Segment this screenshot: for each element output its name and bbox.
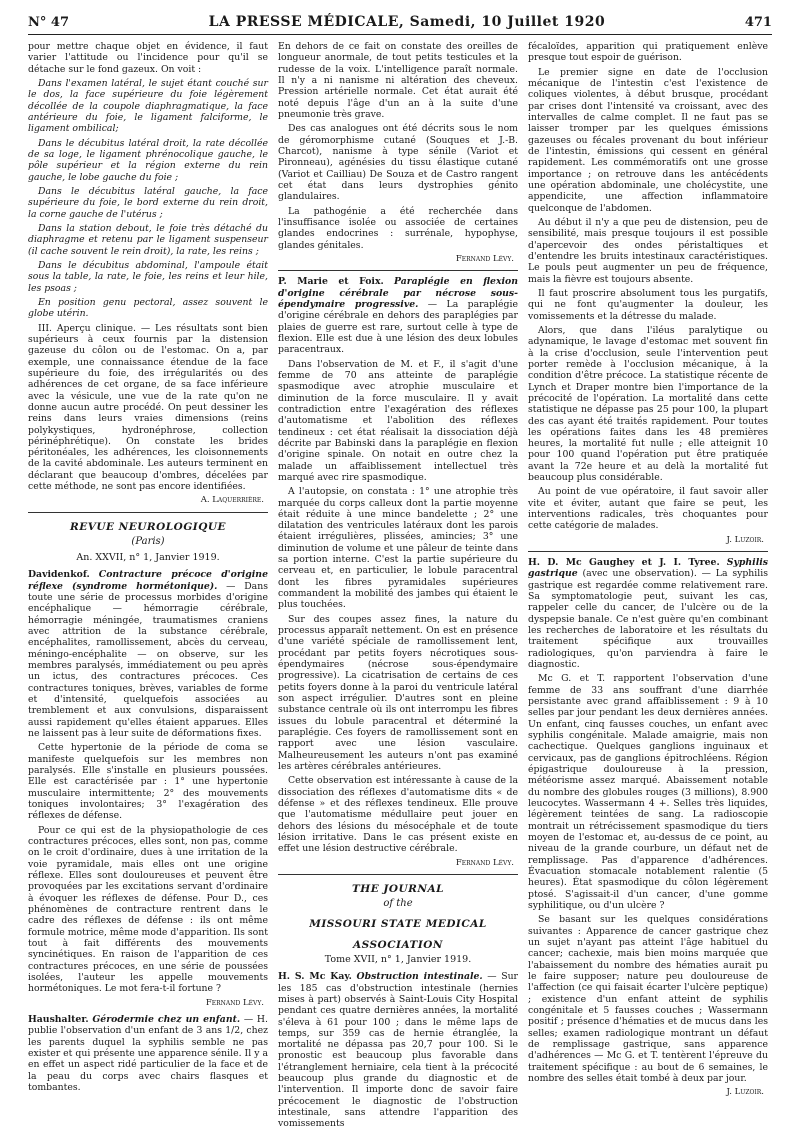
author-signature: J. Luzoir. xyxy=(726,1087,764,1098)
article-entry xyxy=(278,971,518,1130)
divider xyxy=(278,874,518,875)
paragraph: Dans le décubitus latéral gauche, la face supérieure du foie, le bord externe du rein droit, la corne gauche de l'utérus ; xyxy=(28,185,268,220)
paragraph: La pathogénie a été recherchée dans l'insuffisance isolée ou associée de certaines glandes endocrines : surrénale, hypophyse, glandes génitales. xyxy=(278,205,518,251)
article-text: (avec une observation). — La syphilis gastrique est regardée comme relativement rare. Sa symptomatologie peut, suivant les cas, rappeler celle du cancer, de l'ulcère ou de la dyspepsie banale. Ce n'est guère qu'en combinant les recherches de laboratoire et les résultats du traitement spécifique aux trouvailles radiologiques, qu'on parviendra à faire le diagnostic. xyxy=(528,568,768,671)
paragraph: pour mettre chaque objet en évidence, il faut varier l'attitude ou l'incidence pour qu'il se détache sur le fond gazeux. On voit : xyxy=(28,41,268,75)
page-number: 471 xyxy=(744,15,772,30)
section-heading: REVUE NEUROLOGIQUE xyxy=(69,520,227,533)
article-title: Obstruction intestinale. xyxy=(356,971,483,983)
paragraph: Au point de vue opératoire, il faut savoir aller vite et éviter, autant que faire se peut, les interventions radicales, très choquantes pour cette catégorie de malades. xyxy=(528,486,768,532)
article-text: — La paraplégie d'origine cérébrale en dehors des paraplégies par plaies de guerre est rare, surtout celle à type de flexion. Elle est due à une lésion des deux lobules paracentraux. xyxy=(278,298,518,356)
paragraph: Cette observation est intéressante à cause de la dissociation des réflexes d'automatisme dits « de défense » et des réflexes tendineux. Elle prouve que l'automatisme médullaire peut jouer en dehors des lésions du mésocéphale et de toute lésion irritative. Dans le cas présent existe en effet une lésion destructive cérébrale. xyxy=(278,775,518,855)
paragraph: fécaloïdes, apparition qui pratiquement enlève presque tout espoir de guérison. xyxy=(528,41,768,64)
paragraph: Au début il n'y a que peu de distension, peu de sensibilité, mais presque toujours il est possible d'apercevoir des ondes péristaltiques et d'entendre les bruits intestinaux caractéristiques. Le pouls peut augmenter un peu de fréquence, mais la fièvre est toujours absente. xyxy=(528,216,768,285)
section-issue: An. XXVII, n° 1, Janvier 1919. xyxy=(76,551,220,563)
paragraph: Pour ce qui est de la physiopathologie de ces contractures précoces, elles sont, non pas, comme on le croit d'ordinaire, dues à une irritation de la voie pyramidale, mais elles ont une origine réflexe. Elles sont douloureuses et peuvent être provoquées par les excitations servant d'ordinaire à évoquer les réflexes de défense. Pour D., ces phénomènes de contracture rentrent dans le cadre des réflexes de défense : ils ont même formule motrice, même mode d'apparition. Ils sont tout à fait différents des mouvements syncinétiques. En raison de l'apparition de ces contractures précoces, en une série de poussées isolées, l'auteur les appelle mouvements hormétoniques. Le mot fera-t-il fortune ? xyxy=(28,824,268,995)
article-text: — Dans toute une série de processus morbides d'origine encéphalique — hémorragie cérébrale, hémorragie méningée, traumatismes craniens avec attrition de la substance cérébrale, encéphalites, ramollissement, abcès du cerveau, méningo-encéphalite — on observe, sur les membres paralysés, immédiatement ou peu après un ictus, des contractures précoces. Ces contractures toniques, brèves, variables de forme et d'intensité, quelquefois associées au tremblement et aux convulsions, disparaissent aussi rapidement qu'elles étaient apparues. Elles ne laissent pas à leur suite de déformations fixes. xyxy=(28,580,268,739)
paragraph: Dans l'examen latéral, le sujet étant couché sur le dos, la face supérieure du foie légèrement décollée de la coupole diaphragmatique, la face antérieure du foie, le ligament falciforme, le ligament ombilical; xyxy=(28,77,268,135)
author-signature: Fernand Lévy. xyxy=(455,857,514,868)
divider xyxy=(28,512,268,513)
author-signature: Fernand Lévy. xyxy=(205,997,264,1008)
paragraph: A l'autopsie, on constata : 1° une atrophie très marquée du corps calleux dont la partie moyenne était réduite à une mince bandelette ; 2° une dilatation des ventricules latéraux dont les parois étaient irrégulières, plissées, amincies; 3° une diminution de volume et une pâleur de teinte dans sa portion interne. C'est la partie supérieure du cerveau et, en particulier, le lobule paracentral dont les fibres pyramidales supérieures commandent la mobilité des jambes qui étaient le plus touchées. xyxy=(278,486,518,611)
paragraph: Dans le décubitus latéral droit, la rate décollée de sa loge, le ligament phrénocolique gauche, le pôle supérieur et la région externe du rein gauche, le lobe gauche du foie ; xyxy=(28,137,268,183)
article-author: H. S. Mc Kay. xyxy=(278,971,352,983)
article-text: — Sur les 185 cas d'obstruction intestinale (hernies mises à part) observés à Saint-Louis City Hospital pendant ces quatre dernières années, la mortalité s'éleva à 61 pour 100 ; dans le même laps de temps, sur 359 cas de hernie étranglée, la mortalité ne dépassa pas 20,7 pour 100. Si le pronostic est beaucoup plus favorable dans l'étranglement herniaire, cela tient à la précocité beaucoup plus grande du diagnostic et de l'intervention. Il importe donc de savoir faire précocement le diagnostic de l'obstruction intestinale, sans attendre l'apparition des vomissements xyxy=(278,971,518,1130)
paragraph: Cette hypertonie de la période de coma se manifeste quelquefois sur les membres non paralysés. Elle s'installe en plusieurs poussées. Elle est caractérisée par : 1° une hypertonie musculaire intermittente; 2° des mouvements toniques involontaires; 3° l'exagération des réflexes de défense. xyxy=(28,742,268,822)
paragraph: Il faut proscrire absolument tous les purgatifs, qui ne font qu'augmenter la douleur, les vomissements et la détresse du malade. xyxy=(528,287,768,322)
columns xyxy=(28,41,772,1130)
page-header xyxy=(28,14,772,35)
paragraph: Sur des coupes assez fines, la nature du processus apparaît nettement. On est en présence d'une variété spéciale de ramollissement lent, procédant par petits foyers nécrotiques sous-épendymaires (nécrose sous-épendymaire progressive). La cicatrisation de certains de ces petits foyers donne à la paroi du ventricule latéral son aspect irrégulier. D'autres sont en pleine substance centrale où ils ont interrompu les fibres issues du lobule paracentral et déterminé la paraplégie. Ces foyers de ramollissement sont en rapport avec une lésion vasculaire. Malheureusement les auteurs n'ont pas examiné les artères cérébrales antérieures. xyxy=(278,613,518,773)
article-title: Paraplégie en flexion d'origine cérébrale par nécrose sous-épendymaire progressive. xyxy=(278,276,518,310)
article-title: Contracture précoce d'origine réflexe (syndrome hormétonique). xyxy=(28,569,268,592)
article-entry xyxy=(28,569,268,739)
issue-number: N° 47 xyxy=(28,15,69,30)
paragraph: III. Aperçu clinique. — Les résultats sont bien supérieurs à ceux fournis par la distension gazeuse du côlon ou de l'estomac. On a, par exemple, une connaissance étendue de la face supérieure du foie, des irrégularités ou des adhérences de cet organe, de sa face inférieure avec la vésicule, une vue de la rate qu'on ne donne aucun autre procédé. On peut dessiner les reins dans leurs vraies dimensions (reins polykystiques, hydronéphrose, collection périnéphrétique). On constate les brides péritonéales, les adhérences, les cloisonnements de la cavité abdominale. Les auteurs terminent en déclarant que beaucoup d'ombres, décelées par cette méthode, ne sont pas encore identifiées. xyxy=(28,322,268,493)
paragraph: Dans le décubitus abdominal, l'ampoule était sous la table, la rate, le foie, les reins et leur hile, les psoas ; xyxy=(28,259,268,294)
column-2 xyxy=(278,41,518,1130)
author-signature: Fernand Lévy. xyxy=(455,253,514,264)
author-signature: J. Luzoir. xyxy=(726,534,764,545)
section-issue: Tome XVII, n° 1, Janvier 1919. xyxy=(324,953,472,965)
article-author: Davidenkof. xyxy=(28,569,90,581)
divider xyxy=(278,270,518,271)
section-heading-line: MISSOURI STATE MEDICAL xyxy=(309,918,487,931)
paragraph: Mc G. et T. rapportent l'observation d'une femme de 33 ans souffrant d'une diarrhée persistante avec grand affaiblissement : 9 à 10 selles par jour pendant les deux dernières années. Un enfant, cinq fausses couches, un enfant avec syphilis congénitale. Malade amaigrie, mais non cachectique. Quelques ganglions inguinaux et cervicaux, pas de ganglions épitrochléens. Région épigastrique douloureuse à la pression, météorisme assez marqué. Abaissement notable du nombre des globules rouges (3 millions), 8.900 leucocytes. Wassermann 4 +. Selles très liquides, légèrement teintées de sang. La radioscopie montrait un rétrécissement spasmodique du tiers moyen de l'estomac et, au-dessus de ce point, au niveau de la grande courbure, un défaut net de remplissage. Pas d'apparence d'adhérences. Évacuation stomacale notablement ralentie (5 heures). État spasmodique du côlon légèrement ptosé. S'agissait-il d'un cancer, d'une gomme syphilitique, ou d'un ulcère ? xyxy=(528,673,768,911)
divider xyxy=(528,551,768,552)
article-author: P. Marie et Foix. xyxy=(278,276,384,288)
paragraph: Se basant sur les quelques considérations suivantes : Apparence de cancer gastrique chez un sujet n'ayant pas atteint l'âge habituel du cancer; cachexie, mais bien moins marquée que l'abaissement du nombre des hématies aurait pu le faire supposer; nature peu douloureuse de l'affection (ce qui faisait écarter l'ulcère peptique) ; existence d'un enfant atteint de syphilis congénitale et 5 fausses couches ; Wassermann positif ; présence d'hématies et de mucus dans les selles; examen radiologique montrant un défaut de remplissage gastrique, sans apparence d'adhérences — Mc G. et T. tentèrent l'épreuve du traitement spécifique : au bout de 6 semaines, le nombre des selles était tombé à deux par jour. xyxy=(528,914,768,1084)
article-author: H. D. Mc Gaughey et J. I. Tyree. xyxy=(528,557,720,569)
paragraph: En dehors de ce fait on constate des oreilles de longueur anormale, de tout petits testicules et la rudesse de la voix. L'intelligence paraît normale. Il n'y a ni nanisme ni altération des cheveux. Pression artérielle normale. Cet état aurait été noté depuis l'âge d'un an à la suite d'une pneumonie très grave. xyxy=(278,41,518,120)
section-heading-line: of the xyxy=(383,897,413,909)
section-city: (Paris) xyxy=(131,535,165,547)
author-signature: A. Laquerrière. xyxy=(200,495,264,506)
article-title: Syphilis gastrique xyxy=(528,557,768,580)
paragraph: Le premier signe en date de l'occlusion mécanique de l'intestin c'est l'existence de coliques violentes, à début brusque, procédant par crises dont l'intensité va croissant, avec des intervalles de calme complet. Il ne faut pas se laisser tromper par les quelques émissions gazeuses ou fécales provenant du bout inférieur de l'intestin, émissions qui cessent en général rapidement. Les commémoratifs ont une grosse importance ; on retrouve dans les antécédents une opération abdominale, une cholécystite, une appendicite, une affection inflammatoire quelconque de l'abdomen. xyxy=(528,66,768,214)
article-entry xyxy=(28,1014,268,1093)
article-text: — H. publie l'observation d'un enfant de 3 ans 1/2, chez les parents duquel la syphilis semble ne pas exister et qui présente une apparence sénile. Il y a en effet un aspect ridé particulier de la face et de la peau du corps avec chairs flasques et tombantes. xyxy=(28,1013,268,1093)
article-entry xyxy=(278,276,518,355)
column-3 xyxy=(528,41,768,1098)
paragraph: Dans la station debout, le foie très détaché du diaphragme et retenu par le ligament suspenseur (il cache souvent le rein droit), la rate, les reins ; xyxy=(28,222,268,257)
paragraph: Des cas analogues ont été décrits sous le nom de géromorphisme cutané (Souques et J.-B. Charcot), nanisme à type sénile (Variot et Pironneau), agénésies du tissu élastique cutané (Variot et Cailliau) De Souza et de Castro rangent cet état dans leurs dystrophies génito glandulaires. xyxy=(278,123,518,203)
article-author: Haushalter. xyxy=(28,1013,89,1025)
paragraph: En position genu pectoral, assez souvent le globe utérin. xyxy=(28,296,268,320)
paragraph: Dans l'observation de M. et F., il s'agit d'une femme de 70 ans atteinte de paraplégie spasmodique avec atrophie musculaire et diminution de la force musculaire. Il y avait contradiction entre l'exagération des réflexes d'automatisme et l'abolition des réflexes tendineux : cet état réalisait la dissociation déjà décrite par Babinski dans la paraplégie en flexion d'origine spinale. On notait en outre chez la malade un affaiblissement intellectuel très marqué avec rire spasmodique. xyxy=(278,358,518,483)
article-title: Gérodermie chez un enfant. xyxy=(92,1013,241,1025)
journal-title: LA PRESSE MÉDICALE, Samedi, 10 Juillet 1920 xyxy=(208,14,606,30)
column-1 xyxy=(28,41,268,1093)
paragraph: Alors, que dans l'iléus paralytique ou adynamique, le lavage d'estomac met souvent fin à la crise d'occlusion, seule l'intervention peut porter remède à l'occlusion mécanique, à la condition d'être précoce. La statistique récente de Lynch et Draper montre bien l'importance de la précocité de l'opération. La mortalité dans cette statistique ne dépasse pas 25 pour 100, la plupart des cas ayant été traités rapidement. Pour toutes les opérations faites dans les 48 premières heures, la mortalité fut nulle ; elle atteignit 10 pour 100 quand l'opération put être pratiquée avant la 72e heure et au delà la mortalité fut beaucoup plus considérable. xyxy=(528,324,768,484)
section-heading-line: ASSOCIATION xyxy=(352,938,444,951)
section-heading-line: THE JOURNAL xyxy=(351,883,445,896)
article-entry xyxy=(528,557,768,670)
